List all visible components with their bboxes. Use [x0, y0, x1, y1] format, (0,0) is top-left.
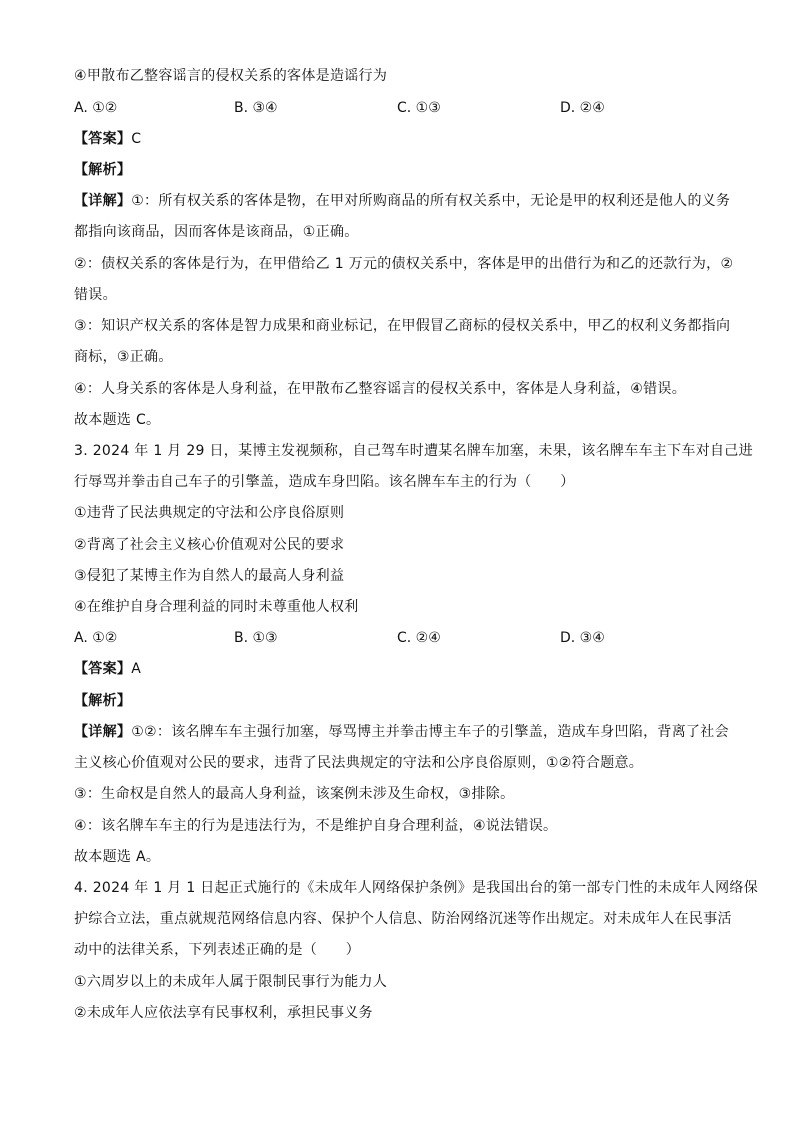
- q2-detail-line: 错误。: [74, 287, 117, 303]
- analysis-tag: 【解析】: [74, 162, 132, 178]
- q2-answer: [74, 129, 720, 149]
- q3-item-4: ④在维护自身合理利益的同时未尊重他人权利: [74, 599, 359, 615]
- q3-stem-line: 行辱骂并拳击自己车子的引擎盖，造成车身凹陷。该名牌车车主的行为（ ）: [74, 474, 575, 490]
- q3-stem-line: 3. 2024 年 1 月 29 日，某博主发视频称，自己驾车时遭某名牌车加塞，未果，该名牌车车主下车对自己进: [74, 443, 753, 459]
- q3-option-d: D. ③④: [560, 630, 605, 646]
- q3-item-3: ③侵犯了某博主作为自然人的最高人身利益: [74, 568, 345, 584]
- q2-detail-line: 商标，③正确。: [74, 349, 173, 365]
- q2-detail-line: ④：人身关系的客体是人身利益，在甲散布乙整容谣言的侵权关系中，客体是人身利益，④错误。: [74, 381, 686, 397]
- q3-answer: 【答案】A: [74, 661, 142, 677]
- q2-detail-line: ③：知识产权关系的客体是智力成果和商业标记，在甲假冒乙商标的侵权关系中，甲乙的权利义务都指向: [74, 318, 731, 334]
- q3-item-1: ①违背了民法典规定的守法和公序良俗原则: [74, 505, 345, 521]
- q4-stem-line: 动中的法律关系，下列表述正确的是（ ）: [74, 942, 360, 958]
- q3-detail-line: 【详解】①②：该名牌车车主强行加塞，辱骂博主并拳击博主车子的引擎盖，造成车身凹陷，背离了社会: [74, 724, 729, 740]
- q3-option-a: A. ①②: [74, 630, 118, 646]
- q2-item-4: ④甲散布乙整容谣言的侵权关系的客体是造谣行为: [74, 68, 388, 84]
- q2-detail-line: 【详解】①：所有权关系的客体是物，在甲对所购商品的所有权关系中，无论是甲的权利还是他人的义务: [74, 193, 731, 209]
- q4-stem-line: 4. 2024 年 1 月 1 日起正式施行的《未成年人网络保护条例》是我国出台的第一部专门性的未成年人网络保: [74, 880, 758, 896]
- q2-options: [74, 98, 720, 118]
- answer-tag: 【答案】: [74, 131, 132, 147]
- q3-conclusion: 故本题选 A。: [74, 849, 161, 865]
- q2-analysis-heading: [74, 160, 720, 180]
- q2-option-c: C. ①③: [397, 100, 441, 116]
- q2-answer-value: C: [131, 131, 142, 147]
- q4-item-2: ②未成年人应依法享有民事权利，承担民事义务: [74, 1005, 373, 1021]
- q3-option-c: C. ②④: [397, 630, 441, 646]
- detail-tag: 【详解】: [74, 193, 132, 209]
- q2-option-d: D. ②④: [560, 100, 605, 116]
- q3-analysis-heading: 【解析】: [74, 693, 132, 709]
- q4-stem-line: 护综合立法，重点就规范网络信息内容、保护个人信息、防治网络沉迷等作出规定。对未成年人在民事活: [74, 911, 732, 927]
- q4-item-1: ①六周岁以上的未成年人属于限制民事行为能力人: [74, 974, 388, 990]
- q3-item-2: ②背离了社会主义核心价值观对公民的要求: [74, 537, 345, 553]
- q3-detail-line: 主义核心价值观对公民的要求，违背了民法典规定的守法和公序良俗原则，①②符合题意。: [74, 755, 644, 771]
- q2-option-a: A. ①②: [74, 100, 118, 116]
- q3-detail-line: ④：该名牌车车主的行为是违法行为，不是维护自身合理利益，④说法错误。: [74, 818, 558, 834]
- q3-options: [74, 628, 720, 648]
- q2-conclusion: 故本题选 C。: [74, 412, 161, 428]
- q3-detail-line: ③：生命权是自然人的最高人身利益，该案例未涉及生命权，③排除。: [74, 786, 515, 802]
- q2-detail-line: 都指向该商品，因而客体是该商品，①正确。: [74, 224, 359, 240]
- q3-answer-value: A: [131, 661, 142, 677]
- q2-option-b: B. ③④: [234, 100, 278, 116]
- q2-detail-line: ②：债权关系的客体是行为，在甲借给乙 1 万元的债权关系中，客体是甲的出借行为和乙的还款行为，②: [74, 256, 734, 272]
- q3-option-b: B. ①③: [234, 630, 278, 646]
